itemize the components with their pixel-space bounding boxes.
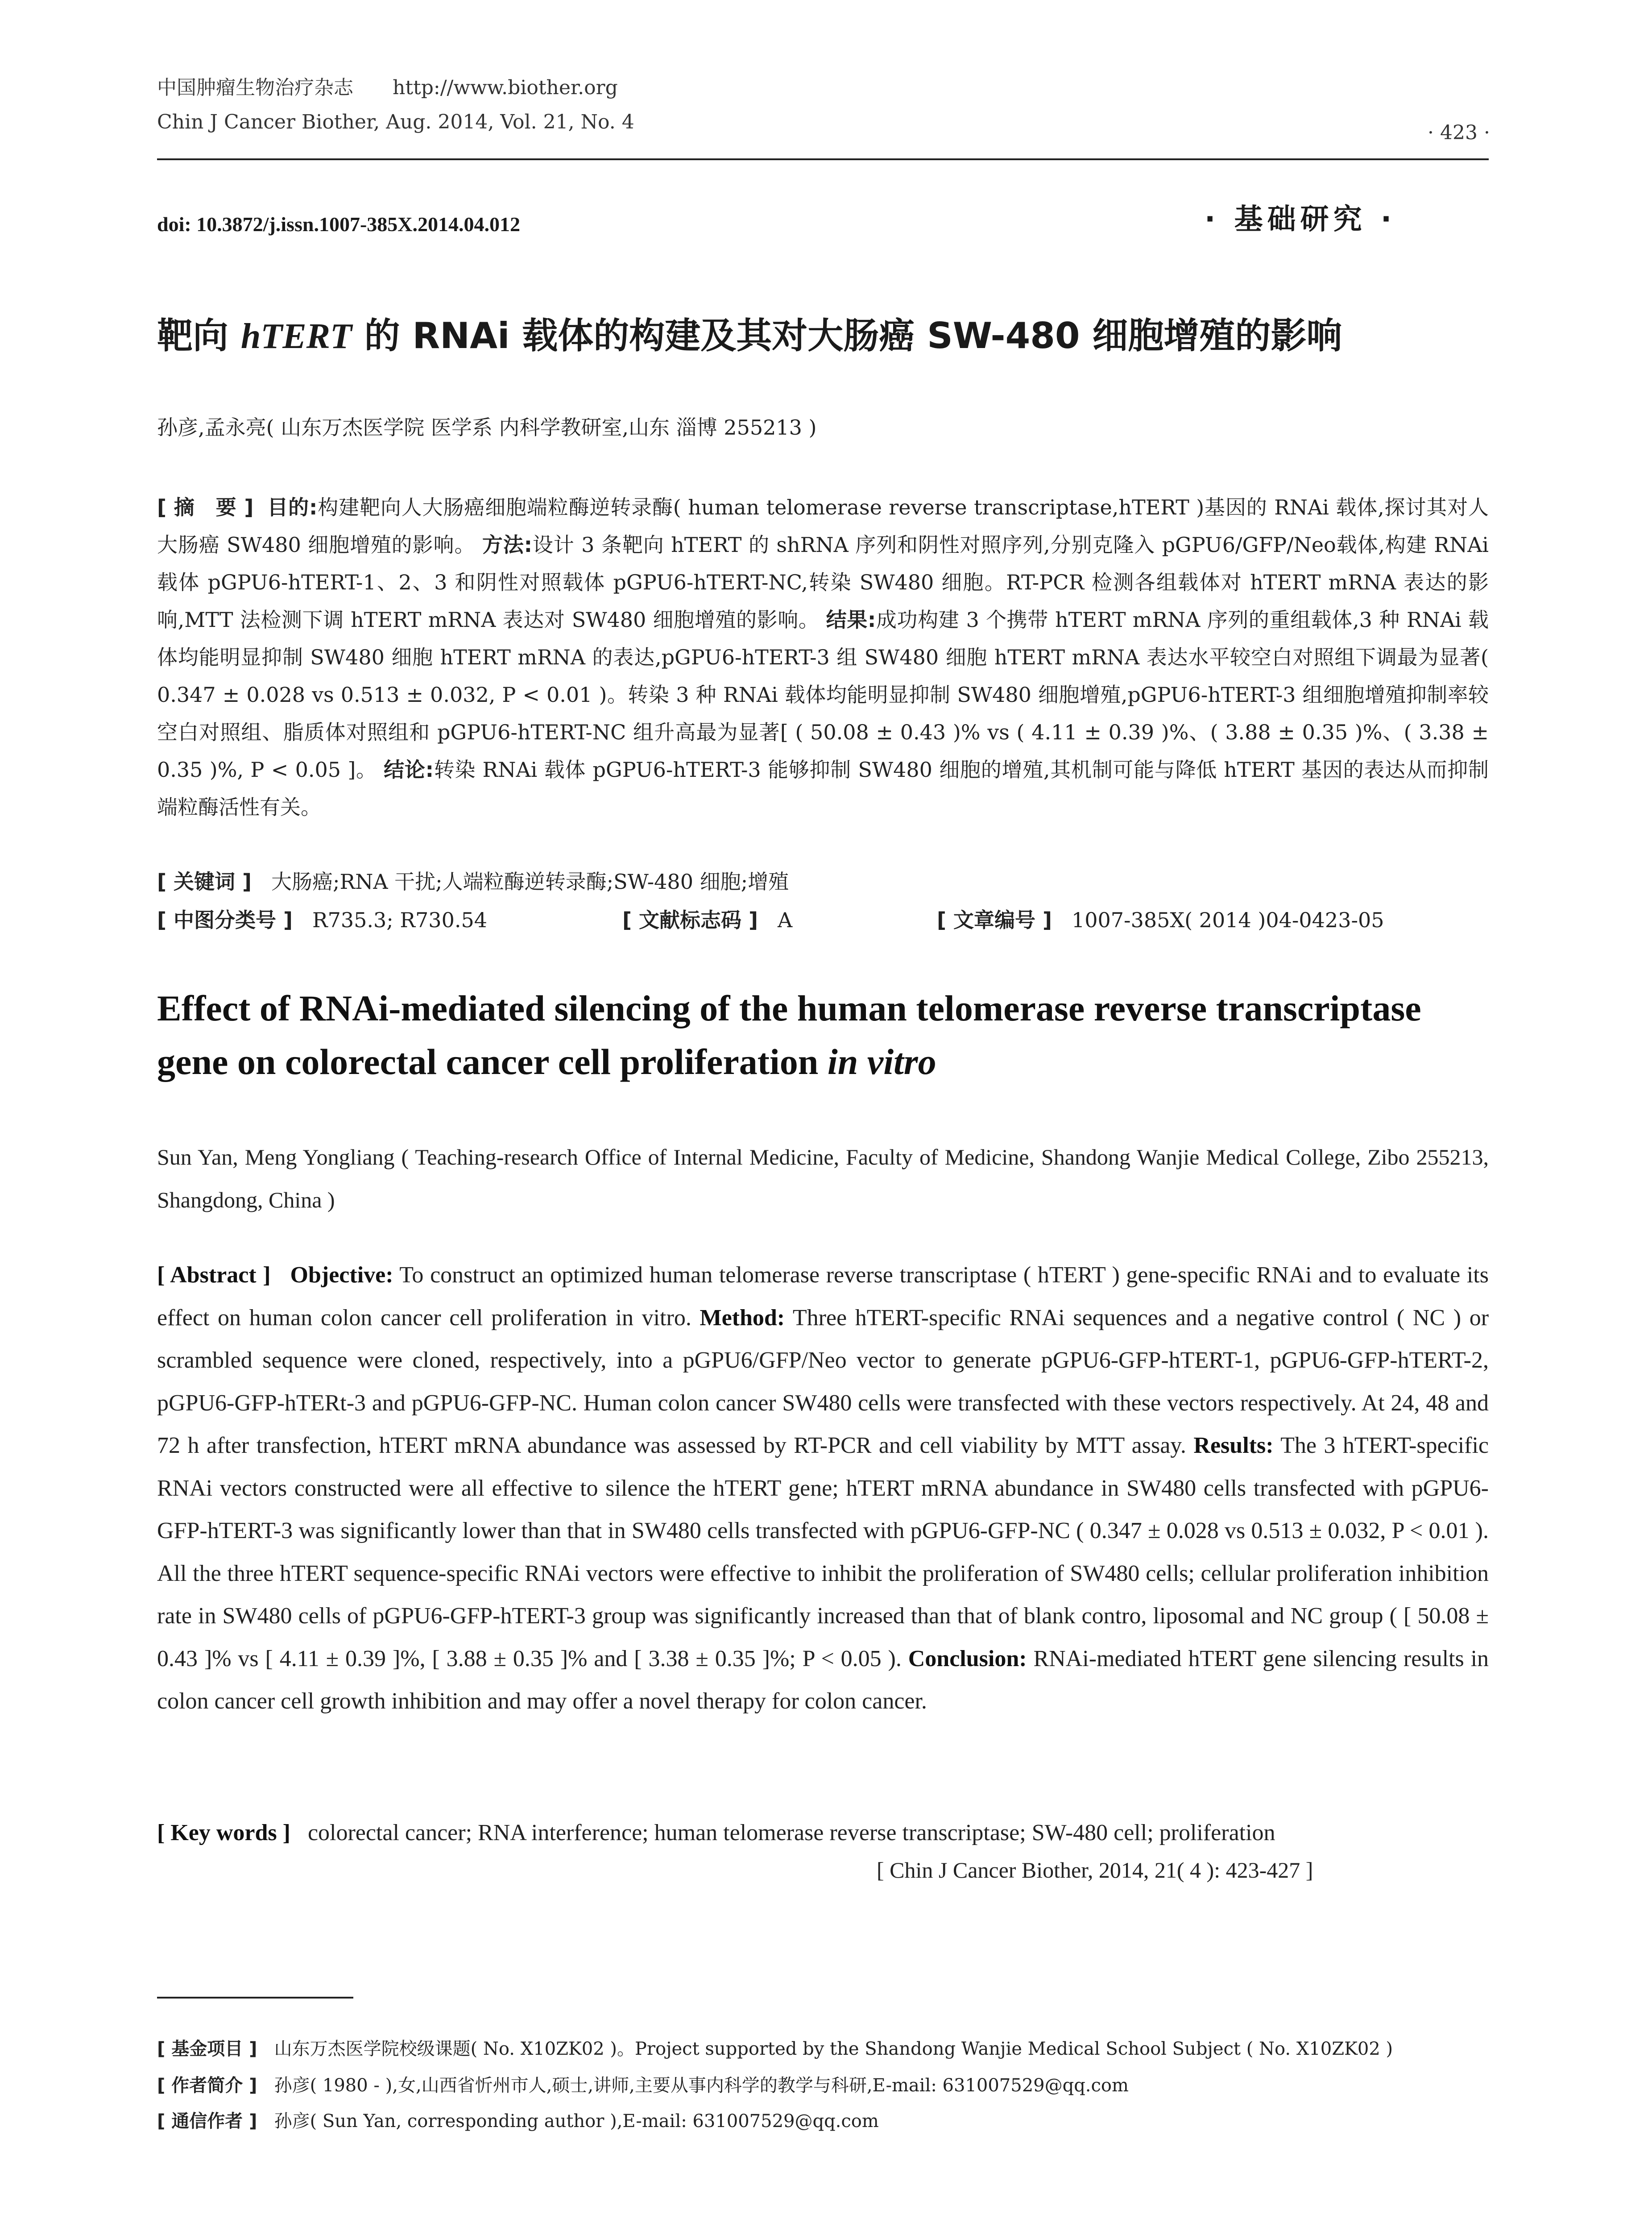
result-cn-text: 成功构建 3 个携带 hTERT mRNA 序列的重组载体,3 种 RNAi 载体均能明显抑制 SW480 细胞 hTERT mRNA 的表达,pGPU6-hTERT-3 组 SW480 细胞 hTERT mRNA 表达水平较空白对照组下调最为显著( 0.347 ± 0.028 vs 0.513 ± 0.032, P < 0.01 )。转染 3 种 RNAi 载体均能明显抑制 SW480 细胞增殖,pGPU6-hTERT-3 组细胞增殖抑制率较空白对照组、脂质体对照组和 pGPU6-hTERT-NC 组升高最为显著[ ( 50.08 ± 0.43 )% vs ( 4.11 ± 0.39 )%、( 3.88 ± 0.35 )%、( 3.38 ± 0.35 )%, P < 0.05 ]。 [157, 608, 1489, 782]
title-cn-part: 靶向 [157, 315, 241, 357]
doc-code-value: A [777, 908, 793, 932]
doc-code-row [622, 901, 792, 939]
clc-row [157, 901, 487, 939]
journal-url[interactable]: http://www.biother.org [393, 76, 618, 99]
keywords-cn [157, 863, 789, 900]
conclusion-cn-text: 转染 RNAi 载体 pGPU6-hTERT-3 能够抑制 SW480 细胞的增殖,其机制可能与降低 hTERT 基因的表达从而抑制端粒酶活性有关。 [157, 758, 1489, 819]
abstract-en-label: [ Abstract ] [157, 1262, 271, 1288]
footnote-fund [157, 2035, 1393, 2060]
results-en-text: The 3 hTERT-specific RNAi vectors constructed were all effective to silence the hTERT gene; hTERT mRNA abundance in SW480 cells transfected with pGPU6-GFP-hTERT-3 was significantly lower than that in SW480 cells transfected with pGPU6-GFP-NC ( 0.347 ± 0.028 vs 0.513 ± 0.032, P < 0.01 ). All the three hTERT sequence-specific RNAi vectors were effective to inhibit the proliferation of SW480 cells; cellular proliferation inhibition rate in SW480 cells of pGPU6-GFP-hTERT-3 group was significantly increased than that of blank contro, liposomal and NC group ( [ 50.08 ± 0.43 ]% vs [ 4.11 ± 0.39 ]%, [ 3.88 ± 0.35 ]% and [ 3.38 ± 0.35 ]%; P < 0.05 ). [157, 1433, 1489, 1671]
fund-label: [ 基金项目 ] [157, 2039, 257, 2059]
doi[interactable]: doi: 10.3872/j.issn.1007-385X.2014.04.012 [157, 213, 520, 236]
objective-en-label: Objective: [290, 1262, 393, 1288]
corresponding-text: 孙彦( Sun Yan, corresponding author ),E-mail: 631007529@qq.com [274, 2111, 879, 2131]
clc-value: R735.3; R730.54 [312, 908, 487, 932]
method-en-label: Method: [700, 1305, 785, 1331]
results-en-label: Results: [1193, 1433, 1274, 1458]
abstract-en [157, 1254, 1489, 1723]
authors-cn: 孙彦,孟永亮( 山东万杰医学院 医学系 内科学教研室,山东 淄博 255213 ) [157, 415, 817, 440]
keywords-en-text: colorectal cancer; RNA interference; human telomerase reverse transcriptase; SW-480 cell; proliferation [307, 1820, 1275, 1845]
article-no-value: 1007-385X( 2014 )04-0423-05 [1071, 908, 1384, 932]
fund-text: 山东万杰医学院校级课题( No. X10ZK02 )。Project supported by the Shandong Wanjie Medical School Subject ( No. X10ZK02 ) [274, 2039, 1393, 2059]
abstract-cn-label: [ 摘 要 ] [157, 495, 254, 519]
keywords-en-label: [ Key words ] [157, 1820, 290, 1845]
title-en-italic: in vitro [827, 1041, 936, 1082]
footnote-author [157, 2071, 1129, 2097]
method-cn-text: 设计 3 条靶向 hTERT 的 shRNA 序列和阴性对照序列,分别克隆入 pGPU6/GFP/Neo载体,构建 RNAi 载体 pGPU6-hTERT-1、2、3 和阴性对照载体 pGPU6-hTERT-NC,转染 SW480 细胞。RT-PCR 检测各组载体对 hTERT mRNA 表达的影响,MTT 法检测下调 hTERT mRNA 表达对 SW480 细胞增殖的影响。 [157, 533, 1489, 632]
corresponding-label: [ 通信作者 ] [157, 2111, 257, 2131]
doc-code-label: [ 文献标志码 ] [622, 908, 758, 932]
method-en-text: Three hTERT-specific RNAi sequences and a negative control ( NC ) or scrambled sequence were cloned, respectively, into a pGPU6/GFP/Neo vector to generate pGPU6-GFP-hTERT-1, pGPU6-GFP-hTERT-2, pGPU6-GFP-hTERt-3 and pGPU6-GFP-NC. Human colon cancer SW480 cells were transfected with these vectors respectively. At 24, 48 and 72 h after transfection, hTERT mRNA abundance was assessed by RT-PCR and cell viability by MTT assay. [157, 1305, 1489, 1458]
objective-cn-text: 构建靶向人大肠癌细胞端粒酶逆转录酶( human telomerase reverse transcriptase,hTERT )基因的 RNAi 载体,探讨其对人大肠癌 SW480 细胞增殖的影响。 [157, 495, 1489, 557]
journal-cn-header [157, 71, 618, 100]
conclusion-cn-label: 结论: [384, 758, 434, 782]
journal-name-cn: 中国肿瘤生物治疗杂志 [157, 76, 353, 99]
title-en [157, 982, 1489, 1089]
result-cn-label: 结果: [826, 608, 876, 632]
footnote-rule [157, 1997, 353, 1999]
author-bio-label: [ 作者简介 ] [157, 2075, 257, 2096]
title-cn-gene: hTERT [240, 317, 352, 356]
keywords-cn-label: [ 关键词 ] [157, 870, 252, 894]
objective-en-text: To construct an optimized human telomerase reverse transcriptase ( hTERT ) gene-specific RNAi and to evaluate its effect on human colon cancer cell proliferation in vitro. [157, 1262, 1489, 1331]
authors-en: Sun Yan, Meng Yongliang ( Teaching-research Office of Internal Medicine, Faculty of Medicine, Shandong Wanjie Medical College, Zibo 255213, Shangdong, China ) [157, 1145, 1489, 1212]
citation: [ Chin J Cancer Biother, 2014, 21( 4 ): 423-427 ] [877, 1858, 1313, 1883]
title-cn [157, 307, 1342, 358]
article-no-row [937, 901, 1384, 939]
conclusion-en-text: RNAi-mediated hTERT gene silencing results in colon cancer cell growth inhibition and may offer a novel therapy for colon cancer. [157, 1646, 1489, 1714]
journal-en-header: Chin J Cancer Biother, Aug. 2014, Vol. 21, No. 4 [157, 111, 634, 133]
objective-cn-label: 目的: [267, 495, 318, 519]
method-cn-label: 方法: [482, 533, 533, 557]
article-no-label: [ 文章编号 ] [937, 908, 1052, 932]
author-bio-text: 孙彦( 1980 - ),女,山西省忻州市人,硕士,讲师,主要从事内科学的教学与科研,E-mail: 631007529@qq.com [274, 2075, 1129, 2096]
clc-label: [ 中图分类号 ] [157, 908, 293, 932]
keywords-cn-text: 大肠癌;RNA 干扰;人端粒酶逆转录酶;SW-480 细胞;增殖 [271, 870, 789, 894]
keywords-en [157, 1812, 1275, 1854]
title-en-part: Effect of RNAi-mediated silencing of the human telomerase reverse transcriptase gene on colorectal cancer cell proliferation [157, 988, 1421, 1082]
abstract-cn [157, 489, 1489, 826]
title-cn-part: 的 RNAi 载体的构建及其对大肠癌 SW-480 细胞增殖的影响 [352, 315, 1342, 357]
page-number: · 423 · [1428, 121, 1490, 144]
conclusion-en-label: Conclusion: [908, 1646, 1027, 1671]
section-label: · 基础研究 · [1205, 203, 1396, 236]
footnote-corresponding [157, 2107, 879, 2132]
header-rule [157, 158, 1489, 160]
